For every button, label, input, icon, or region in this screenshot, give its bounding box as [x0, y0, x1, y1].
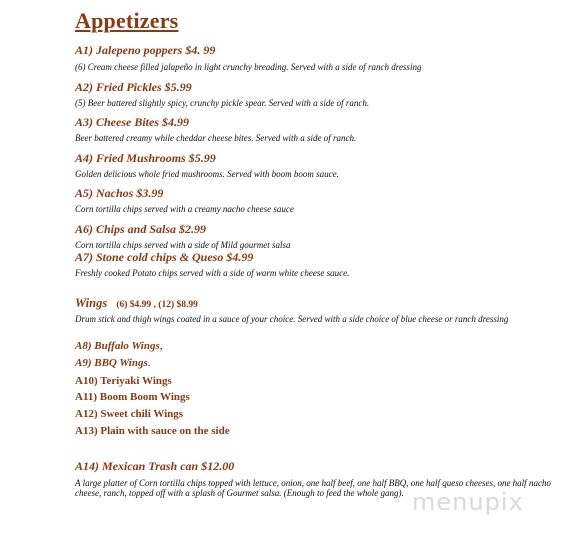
menu-item-a4-description: Golden delicious whole fried mushrooms. Served with boom boom sauce.: [75, 169, 339, 179]
menu-item-a14-description: A large platter of Corn tortilla chips topped with lettuce, onion, one half beef, one half BBQ, one half queso cheeses, one half nacho cheese, ranch, topped off with a splash of Gourmet salsa. (Enough to feed the whole gang).: [75, 478, 551, 498]
menu-item-a5-description: Corn tortilla chips served with a creamy nacho cheese sauce: [75, 204, 294, 214]
menupix-watermark: menupix: [412, 488, 524, 516]
menu-item-a2-description: (5) Beer battered slightly spicy, crunchy pickle spear. Served with a side of ranch.: [75, 98, 370, 108]
page-title: Appetizers: [75, 8, 179, 33]
wing-flavor-punct: .: [147, 357, 151, 369]
menu-item-a2-heading: A2) Fried Pickles $5.99: [75, 80, 192, 94]
menu-item-a5-heading: A5) Nachos $3.99: [75, 186, 164, 200]
wing-flavor-boom-boom: A11) Boom Boom Wings: [75, 391, 190, 403]
wing-flavor-teriyaki: A10) Teriyaki Wings: [75, 375, 172, 387]
wing-flavor-label: A9) BBQ Wings: [75, 357, 148, 369]
wing-flavor-buffalo: [75, 340, 163, 352]
menu-item-a6-heading: A6) Chips and Salsa $2.99: [75, 222, 207, 236]
menu-item-a7-heading: A7) Stone cold chips & Queso $4.99: [75, 250, 254, 264]
wings-price: (6) $4.99 , (12) $8.99: [116, 300, 198, 310]
menu-item-a7-description: Freshly cooked Potato chips served with a side of warm white cheese sauce.: [75, 268, 350, 278]
menu-item-a14-heading: A14) Mexican Trash can $12.00: [75, 459, 235, 473]
wing-flavor-punct: ,: [159, 340, 163, 352]
wings-description: Drum stick and thigh wings coated in a sauce of your choice. Served with a side choice of blue cheese or ranch dressing: [75, 314, 509, 324]
menu-item-a3-description: Beer battered creamy while cheddar cheese bites. Served with a side of ranch.: [75, 133, 357, 143]
menu-item-a3-heading: A3) Cheese Bites $4.99: [75, 115, 189, 129]
wings-title: Wings: [75, 296, 108, 310]
menu-item-a1-heading: A1) Jalepeno poppers $4. 99: [75, 43, 216, 57]
wing-flavor-bbq: [75, 357, 151, 369]
menu-item-a6-description: Corn tortilla chips served with a side of Mild gourmet salsa: [75, 240, 291, 250]
wings-heading: [75, 296, 198, 311]
menu-item-a1-description: (6) Cream cheese filled jalapeño in light crunchy breading. Served with a side of ranch dressing: [75, 62, 422, 72]
wing-flavor-plain: A13) Plain with sauce on the side: [75, 425, 230, 437]
wing-flavor-sweet-chili: A12) Sweet chili Wings: [75, 408, 184, 420]
wing-flavor-label: A8) Buffalo Wings: [75, 340, 160, 352]
menu-item-a4-heading: A4) Fried Mushrooms $5.99: [75, 151, 216, 165]
